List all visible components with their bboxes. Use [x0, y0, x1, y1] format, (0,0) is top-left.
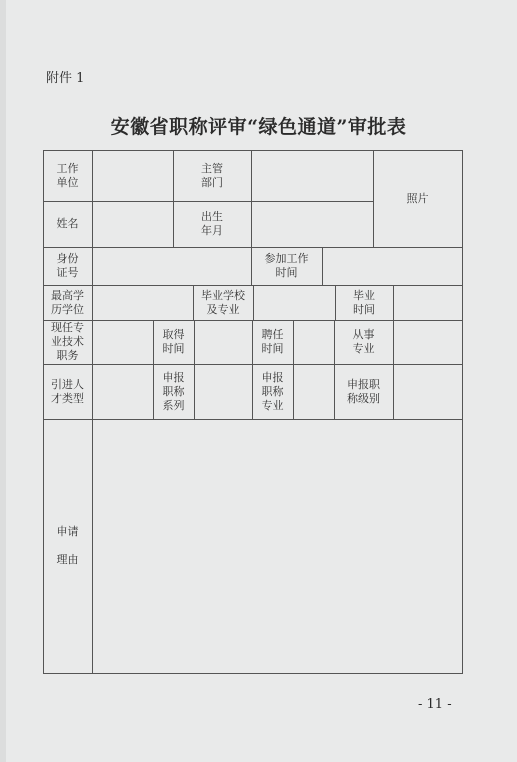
field-school-major[interactable] — [254, 286, 334, 319]
field-appoint-time[interactable] — [294, 321, 333, 363]
field-engaged-major[interactable] — [394, 321, 461, 363]
label-birth: 出生 年月 — [201, 210, 223, 237]
label-name: 姓名 — [56, 217, 79, 230]
label-appoint-time: 聘任 时间 — [261, 328, 284, 355]
attachment-label: 附件 1 — [46, 71, 85, 86]
label-degree: 最高学 历学位 — [51, 288, 84, 316]
field-current-title[interactable] — [93, 321, 152, 363]
page-number: - 11 - — [418, 697, 452, 712]
field-apply-major[interactable] — [294, 365, 333, 418]
field-degree[interactable] — [93, 286, 192, 319]
label-id-number: 身份 证号 — [56, 252, 79, 279]
field-obtain-time[interactable] — [195, 321, 251, 363]
field-reason[interactable] — [93, 420, 461, 672]
field-birth[interactable] — [252, 202, 372, 246]
field-work-unit[interactable] — [93, 151, 172, 200]
label-talent-type: 引进人 才类型 — [51, 377, 84, 405]
label-work-start: 参加工作 时间 — [264, 252, 309, 279]
label-work-unit: 工作 单位 — [56, 161, 79, 189]
label-reason: 申请 理由 — [56, 525, 79, 566]
field-apply-series[interactable] — [195, 365, 251, 418]
field-apply-level[interactable] — [394, 365, 461, 418]
form-title: 安徽省职称评审“绿色通道”审批表 — [110, 116, 407, 138]
table-rule-line — [43, 673, 463, 674]
label-obtain-time: 取得 时间 — [162, 328, 185, 355]
label-apply-major: 申报 职称 专业 — [261, 370, 284, 412]
label-supervisor: 主管 部门 — [201, 161, 223, 189]
label-school-major: 毕业学校 及专业 — [201, 288, 245, 316]
field-id-number[interactable] — [93, 248, 250, 284]
label-apply-level: 申报职 称级别 — [347, 377, 380, 405]
field-talent-type[interactable] — [93, 365, 152, 418]
field-work-start[interactable] — [323, 248, 461, 284]
label-engaged-major: 从事 专业 — [352, 328, 375, 355]
field-grad-time[interactable] — [394, 286, 461, 319]
label-photo: 照片 — [406, 191, 429, 205]
label-apply-series: 申报 职称 系列 — [162, 370, 185, 412]
label-grad-time: 毕业 时间 — [353, 288, 375, 316]
label-current-title: 现任专 业技术 职务 — [51, 321, 84, 362]
table-rule-line — [462, 150, 463, 674]
field-supervisor[interactable] — [252, 151, 372, 200]
field-name[interactable] — [93, 202, 172, 246]
